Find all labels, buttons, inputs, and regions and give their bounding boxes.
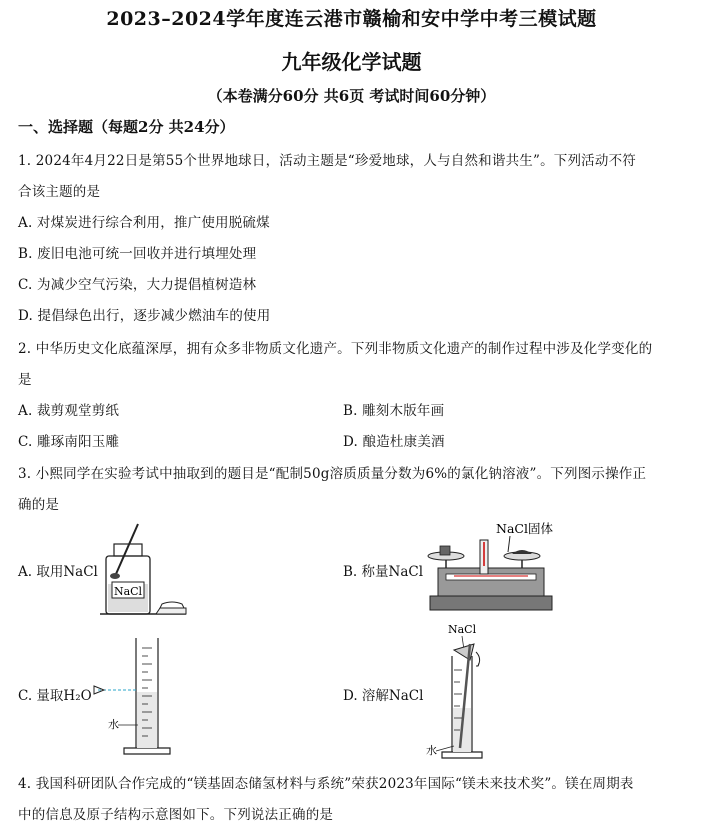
q3-option-b[interactable]: B. 称量NaCl [343, 564, 424, 580]
q2-stem-line1: 2. 中华历史文化底蕴深厚，拥有众多非物质文化遗产。下列非物质文化遗产的制作过程中涉及化学变化的 [18, 341, 653, 357]
q1-stem-line1: 1. 2024年4月22日是第55个世界地球日，活动主题是“珍爱地球，人与自然和谐共生”。下列活动不符 [18, 153, 636, 169]
dissolve-water-label: 水 [426, 744, 437, 757]
q1-option-c[interactable]: C. 为减少空气污染，大力提倡植树造林 [18, 277, 257, 293]
q3-stem-line2: 确的是 [18, 497, 60, 513]
exam-note: （本卷满分60分 共6页 考试时间60分钟） [207, 87, 496, 105]
q3-option-d[interactable]: D. 溶解NaCl [343, 688, 424, 704]
q1-stem-line2: 合该主题的是 [18, 184, 101, 200]
q2-option-a[interactable]: A. 裁剪观堂剪纸 [18, 403, 120, 419]
balance-label: NaCl固体 [496, 521, 553, 536]
q4-stem-line1: 4. 我国科研团队合作完成的“镁基固态储氢材料与系统”荣获2023年国际“镁未来技术奖”。镁在周期表 [18, 776, 634, 792]
q3-option-c[interactable]: C. 量取H₂O [18, 688, 92, 704]
bottle-label: NaCl [113, 585, 143, 598]
dissolve-nacl-label: NaCl [448, 623, 477, 636]
figure-graduated-cylinder [92, 632, 172, 758]
q2-option-b[interactable]: B. 雕刻木版年画 [343, 403, 445, 419]
cylinder-water-label: 水 [108, 718, 119, 731]
q2-stem-line2: 是 [18, 372, 32, 388]
q4-stem-line2: 中的信息及原子结构示意图如下。下列说法正确的是 [18, 807, 334, 823]
exam-subtitle: 九年级化学试题 [281, 50, 422, 74]
q2-option-d[interactable]: D. 酿造杜康美酒 [343, 434, 445, 450]
section-heading: 一、选择题（每题2分 共24分） [18, 118, 235, 136]
figure-reagent-bottle [98, 518, 194, 618]
q1-option-d[interactable]: D. 提倡绿色出行，逐步减少燃油车的使用 [18, 308, 271, 324]
q3-stem-line1: 3. 小熙同学在实验考试中抽取到的题目是“配制50g溶质质量分数为6%的氯化钠溶液”。下列图示操作正 [18, 466, 647, 482]
q3-option-a[interactable]: A. 取用NaCl [18, 564, 98, 580]
figure-balance [424, 518, 564, 614]
q1-option-a[interactable]: A. 对煤炭进行综合利用，推广使用脱硫煤 [18, 215, 270, 231]
q1-option-b[interactable]: B. 废旧电池可统一回收并进行填埋处理 [18, 246, 257, 262]
q2-option-c[interactable]: C. 雕琢南阳玉雕 [18, 434, 120, 450]
figure-dissolving [424, 620, 504, 762]
exam-title: 2023–2024学年度连云港市赣榆和安中学中考三模试题 [106, 8, 597, 30]
